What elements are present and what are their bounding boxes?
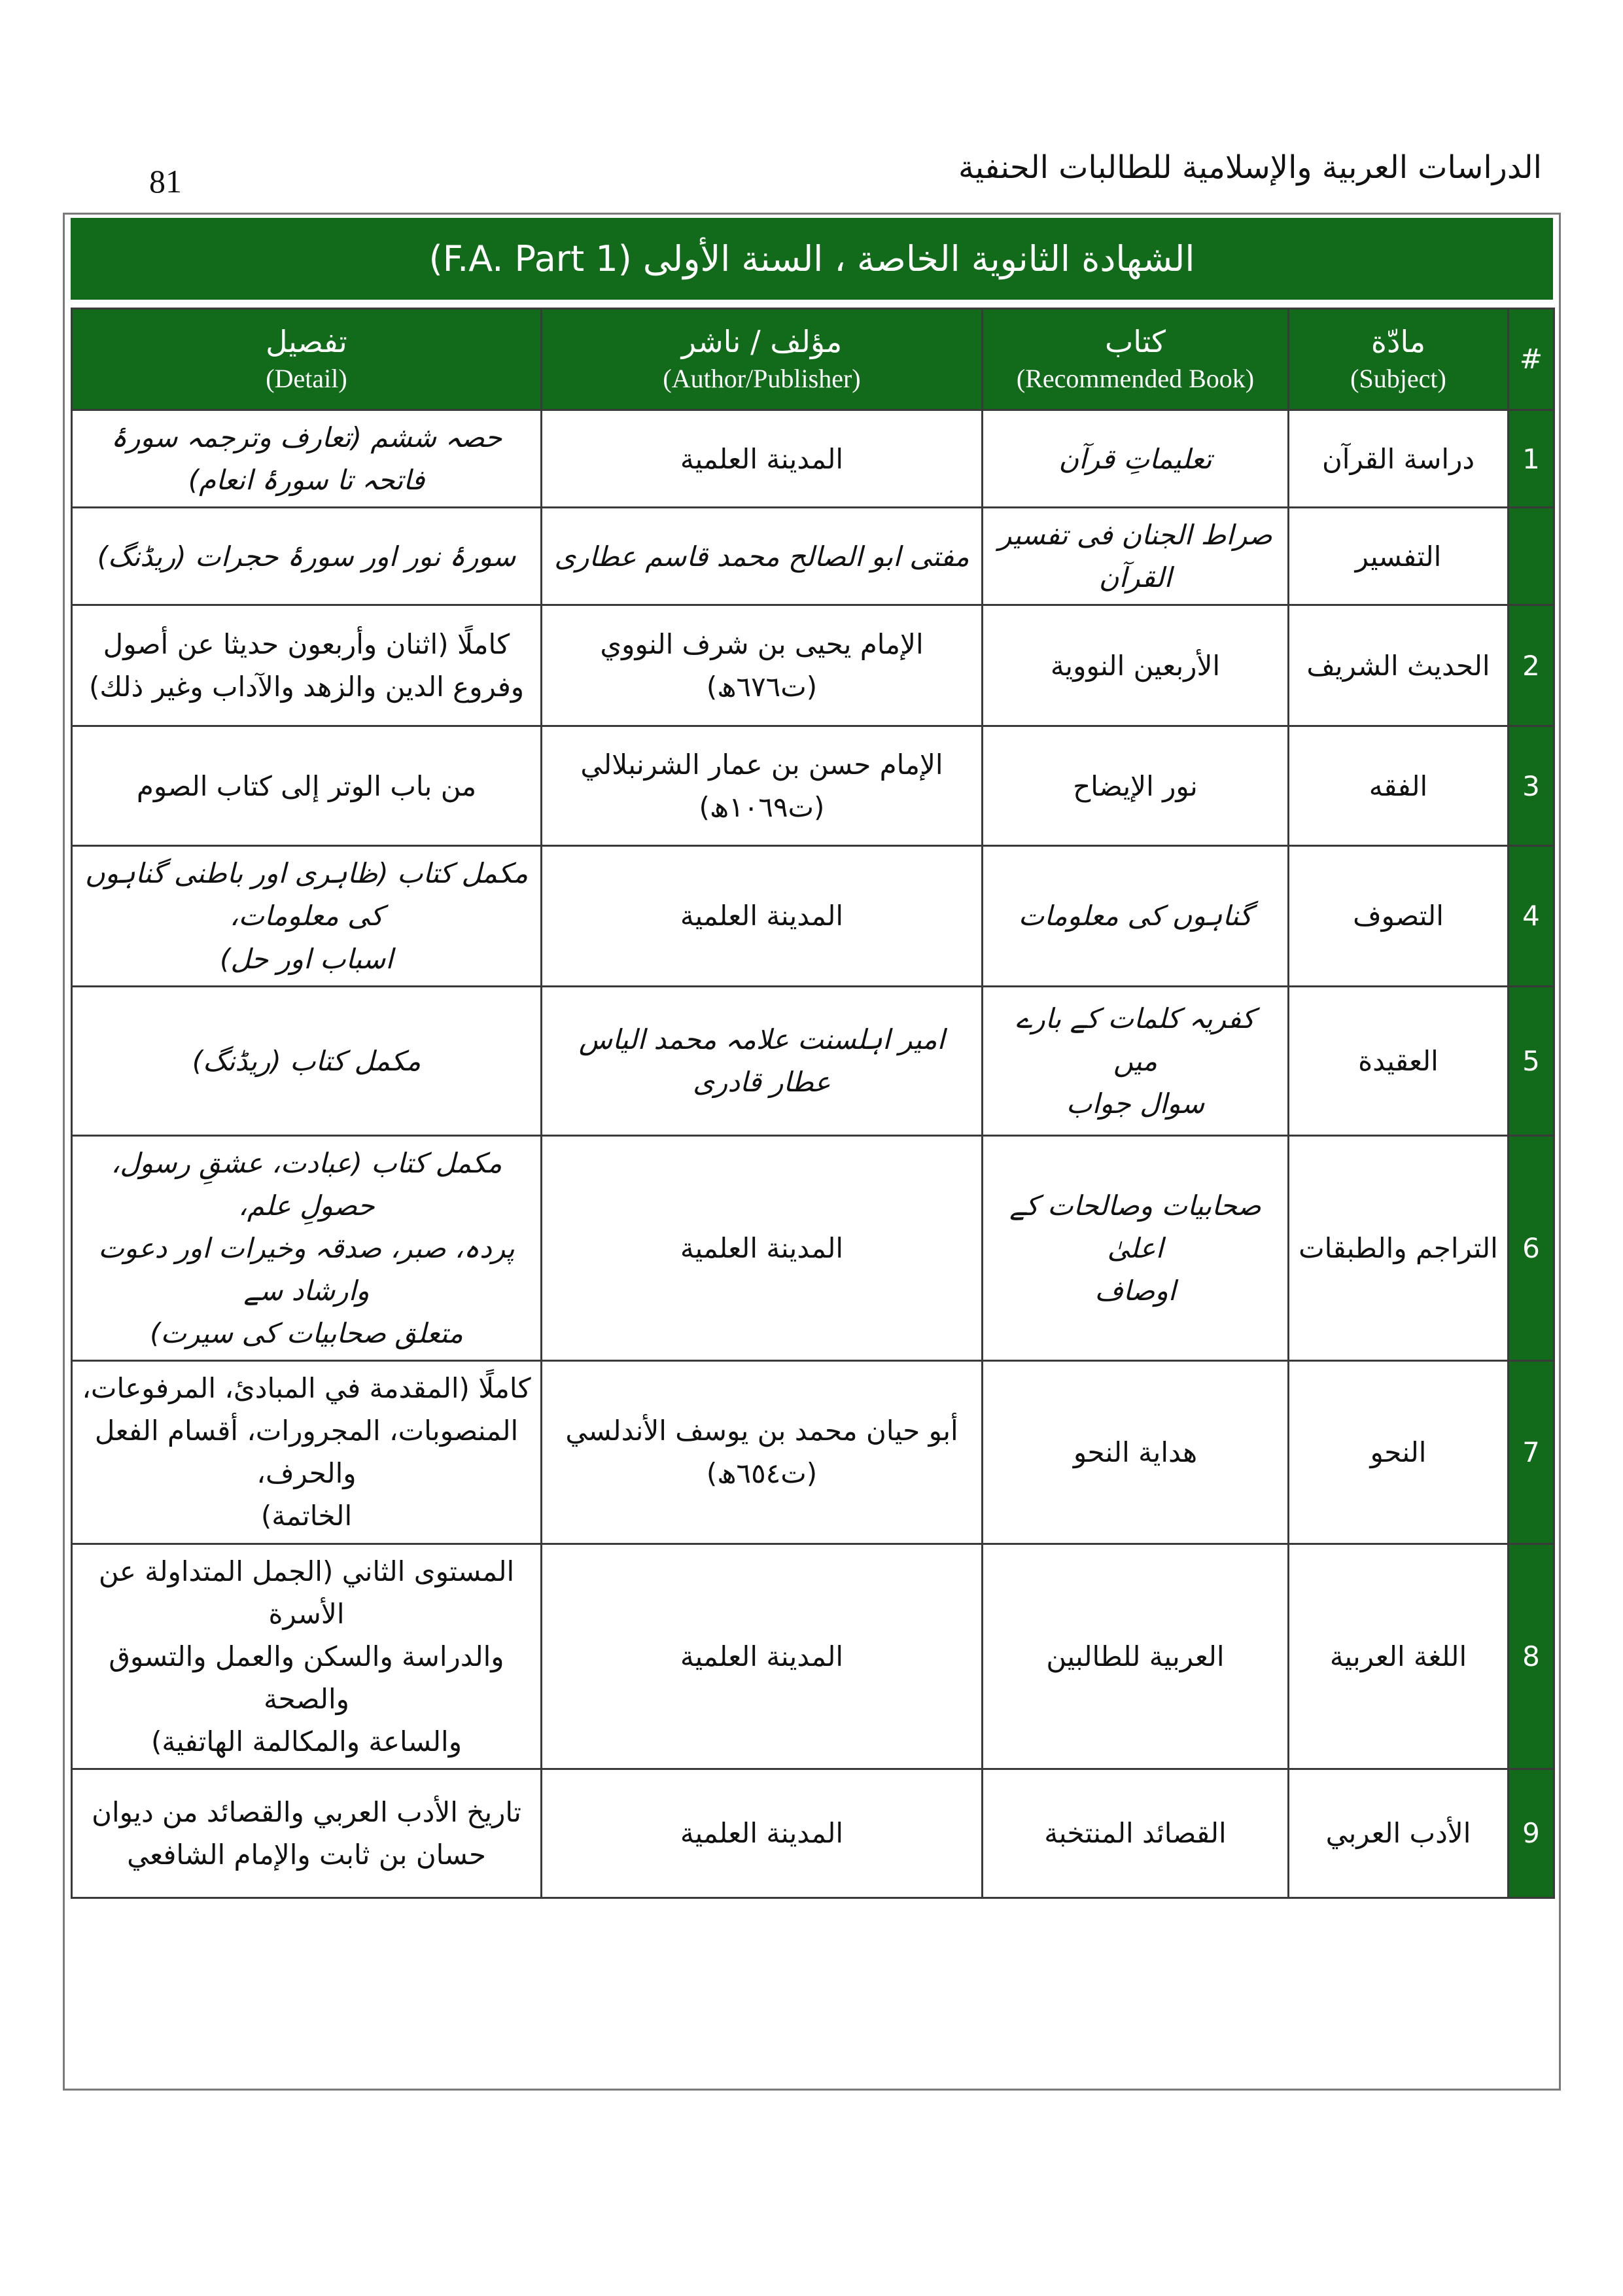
author-name: الإمام حسن بن عمار الشرنبلالي	[580, 749, 943, 781]
header-author-en: (Author/Publisher)	[663, 363, 861, 393]
header-book-ar: كتاب	[1104, 324, 1166, 360]
book-cell: هداية النحو	[983, 1361, 1289, 1544]
author-name: الإمام يحيى بن شرف النووي	[600, 628, 924, 661]
detail-line: حسان بن ثابت والإمام الشافعي	[127, 1838, 486, 1871]
table-row	[72, 1769, 1554, 1898]
author-cell	[542, 1361, 983, 1544]
table-row	[72, 1135, 1554, 1360]
detail-line: متعلق صحابیات کی سیرت)	[150, 1317, 463, 1350]
book-title-line: سوال جواب	[1066, 1087, 1205, 1120]
table-title-banner	[71, 218, 1553, 300]
detail-line: تاريخ الأدب العربي والقصائد من ديوان	[92, 1795, 521, 1828]
row-number: 7	[1509, 1361, 1554, 1544]
header-detail-ar: تفصيل	[266, 324, 347, 360]
subject-cell: التراجم والطبقات	[1289, 1135, 1509, 1360]
book-cell: العربية للطالبين	[983, 1544, 1289, 1769]
author-cell: المدينة العلمية	[542, 1769, 983, 1898]
detail-line: المستوى الثاني (الجمل المتداولة عن الأسرة	[98, 1555, 515, 1630]
row-number	[1509, 508, 1554, 605]
running-header: الدراسات العربية والإسلامية للطالبات الحنفية	[958, 149, 1542, 186]
detail-line: الخاتمة)	[260, 1500, 353, 1532]
header-subject-ar: مادّة	[1370, 324, 1426, 360]
table-row	[72, 846, 1554, 986]
subject-cell: الحديث الشريف	[1289, 605, 1509, 726]
table-header-row	[72, 309, 1554, 410]
table-row	[72, 1544, 1554, 1769]
author-cell: المدينة العلمية	[542, 1544, 983, 1769]
detail-cell	[72, 1769, 542, 1898]
subject-cell: اللغة العربية	[1289, 1544, 1509, 1769]
subject-cell: النحو	[1289, 1361, 1509, 1544]
row-number: 8	[1509, 1544, 1554, 1769]
row-number: 2	[1509, 605, 1554, 726]
row-number: 9	[1509, 1769, 1554, 1898]
header-book	[983, 309, 1289, 410]
book-cell: نور الإيضاح	[983, 726, 1289, 846]
table-row	[72, 410, 1554, 508]
table-row	[72, 508, 1554, 605]
detail-cell	[72, 605, 542, 726]
detail-line: وفروع الدين والزهد والآداب وغير ذلك)	[88, 671, 525, 703]
author-cell: امیر اہلسنت علامہ محمد الیاس عطار قادری	[542, 986, 983, 1135]
row-number: 3	[1509, 726, 1554, 846]
book-title-line: کفریہ کلمات کے بارے میں	[1015, 1002, 1255, 1077]
subject-cell: التفسير	[1289, 508, 1509, 605]
row-number: 4	[1509, 846, 1554, 986]
detail-line: اسباب اور حل)	[220, 942, 393, 975]
syllabus-table	[71, 308, 1555, 1899]
detail-cell: من باب الوتر إلى كتاب الصوم	[72, 726, 542, 846]
book-cell: القصائد المنتخبة	[983, 1769, 1289, 1898]
header-subject	[1289, 309, 1509, 410]
detail-cell: سورۂ نور اور سورۂ حجرات (ریڈنگ)	[72, 508, 542, 605]
detail-line: كاملًا (اثنان وأربعون حديثا عن أصول	[103, 628, 510, 661]
header-detail-en: (Detail)	[266, 363, 347, 393]
header-subject-en: (Subject)	[1350, 363, 1446, 393]
book-cell: الأربعين النووية	[983, 605, 1289, 726]
detail-cell	[72, 1544, 542, 1769]
detail-cell	[72, 846, 542, 986]
row-number: 1	[1509, 410, 1554, 508]
detail-line: المنصوبات، المجرورات، أقسام الفعل والحرف،	[94, 1415, 519, 1490]
book-cell	[983, 986, 1289, 1135]
header-book-en: (Recommended Book)	[1016, 363, 1255, 393]
detail-line: والساعة والمكالمة الهاتفية)	[150, 1725, 462, 1757]
detail-line: مکمل کتاب (ظاہری اور باطنی گناہوں کی معلومات،	[84, 857, 529, 932]
subject-cell: دراسة القرآن	[1289, 410, 1509, 508]
book-cell	[983, 1135, 1289, 1360]
subject-cell: العقيدة	[1289, 986, 1509, 1135]
detail-cell: مکمل کتاب (ریڈنگ)	[72, 986, 542, 1135]
book-cell: تعلیماتِ قرآن	[983, 410, 1289, 508]
detail-line: مکمل کتاب (عبادت، عشقِ رسول، حصولِ علم،	[111, 1146, 502, 1222]
detail-cell: حصہ ششم (تعارف وترجمہ سورۂ فاتحہ تا سورۂ انعام)	[72, 410, 542, 508]
header-detail	[72, 309, 542, 410]
author-cell: مفتی ابو الصالح محمد قاسم عطاری	[542, 508, 983, 605]
book-title-line: صحابیات وصالحات کے اعلیٰ	[1009, 1189, 1261, 1264]
header-author-ar: مؤلف / ناشر	[681, 324, 843, 360]
book-cell: گناہوں کی معلومات	[983, 846, 1289, 986]
table-row	[72, 726, 1554, 846]
row-number: 6	[1509, 1135, 1554, 1360]
author-death-date: (ت٦٥٤ھ)	[706, 1457, 818, 1490]
author-cell	[542, 726, 983, 846]
author-cell	[542, 605, 983, 726]
header-number: #	[1509, 309, 1554, 410]
author-cell: المدينة العلمية	[542, 410, 983, 508]
row-number: 5	[1509, 986, 1554, 1135]
table-row	[72, 986, 1554, 1135]
subject-cell: الفقه	[1289, 726, 1509, 846]
author-cell: المدينة العلمية	[542, 1135, 983, 1360]
book-title-line: اوصاف	[1094, 1274, 1176, 1307]
author-name: أبو حيان محمد بن يوسف الأندلسي	[565, 1415, 958, 1447]
author-death-date: (ت١٠٦٩ھ)	[699, 791, 825, 824]
table-row	[72, 605, 1554, 726]
subject-cell: التصوف	[1289, 846, 1509, 986]
detail-cell	[72, 1135, 542, 1360]
detail-line: والدراسة والسكن والعمل والتسوق والصحة	[109, 1640, 504, 1715]
detail-cell	[72, 1361, 542, 1544]
header-author	[542, 309, 983, 410]
table-row	[72, 1361, 1554, 1544]
table-title: الشهادة الثانوية الخاصة ، السنة الأولى (F.A. Part 1)	[428, 238, 1195, 279]
page-number: 81	[149, 163, 182, 200]
subject-cell: الأدب العربي	[1289, 1769, 1509, 1898]
detail-line: كاملًا (المقدمة في المبادئ، المرفوعات،	[82, 1372, 531, 1405]
detail-line: پردہ، صبر، صدقہ وخیرات اور دعوت وارشاد سے	[98, 1231, 515, 1307]
author-death-date: (ت٦٧٦ھ)	[706, 671, 818, 703]
author-cell: المدينة العلمية	[542, 846, 983, 986]
book-cell: صراط الجنان فی تفسیر القرآن	[983, 508, 1289, 605]
